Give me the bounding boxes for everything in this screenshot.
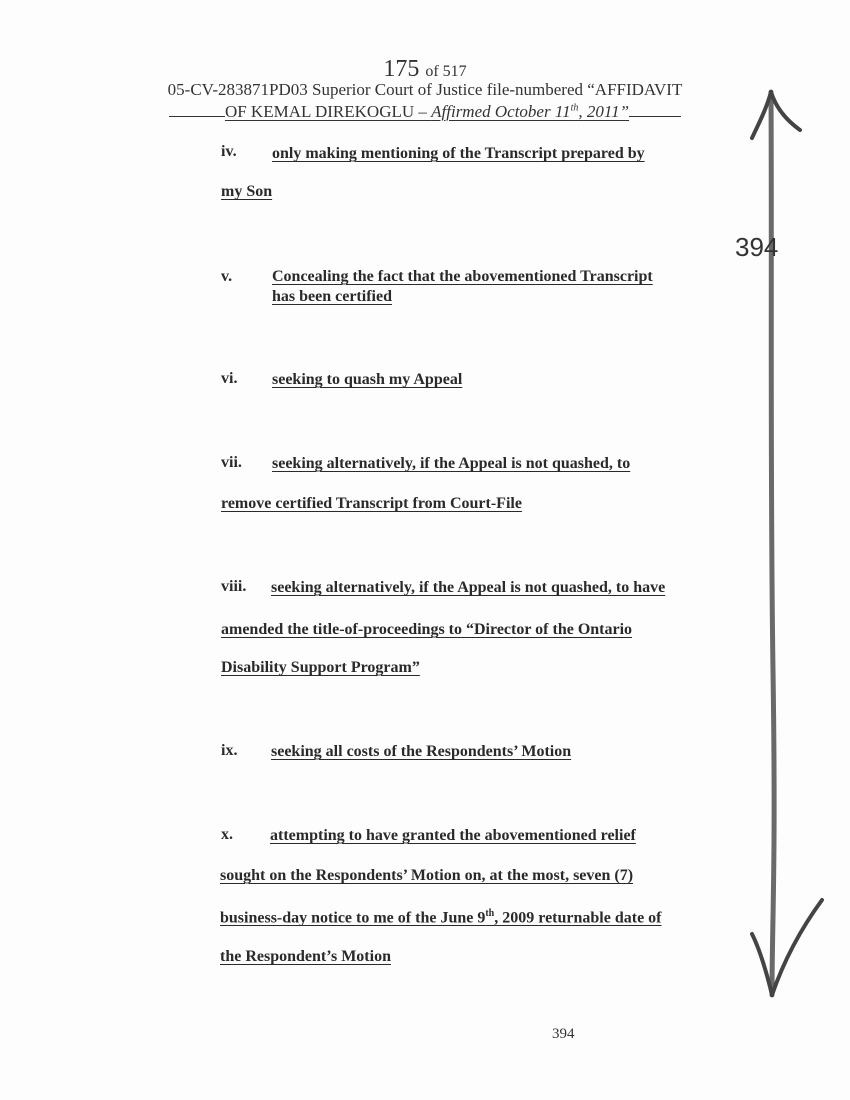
item-x-line-3-end: , 2009 returnable date of (494, 909, 662, 927)
item-vi-numeral: vi. (221, 370, 238, 387)
item-viii-line-1: seeking alternatively, if the Appeal is not quashed, to have (271, 579, 666, 596)
item-viii-line-2: amended the title-of-proceedings to “Director of the Ontario (221, 621, 633, 638)
item-v-line-1: Concealing the fact that the abovementioned Transcript (272, 268, 653, 285)
item-viii-numeral: viii. (221, 578, 247, 595)
item-x-line-3 (220, 908, 662, 927)
header-page-number: 175 (383, 56, 420, 82)
header-line-2 (0, 100, 850, 122)
item-x-numeral: x. (221, 826, 233, 843)
header-blank-left (169, 100, 225, 117)
item-x-line-1: attempting to have granted the abovementioned relief (270, 827, 636, 844)
header-affirmed-sup: th (570, 102, 579, 114)
footer-page-number: 394 (552, 1026, 575, 1042)
item-iv-line-1: only making mentioning of the Transcript prepared by (272, 145, 645, 162)
item-v-line-2: has been certified (272, 288, 392, 305)
item-iv-numeral: iv. (221, 143, 237, 160)
item-viii-line-3: Disability Support Program” (221, 659, 420, 676)
header-affirmed-end: , 2011” (578, 102, 630, 121)
item-vii-numeral: vii. (221, 454, 242, 471)
double-arrow-icon (730, 70, 840, 1010)
header-blank-right (629, 100, 681, 117)
item-v-numeral: v. (221, 268, 233, 285)
header-line-1: 05-CV-283871PD03 Superior Court of Justice file-numbered “AFFIDAVIT (167, 80, 683, 99)
item-vi-line-1: seeking to quash my Appeal (272, 371, 463, 388)
header-line-2-prefix: OF KEMAL DIREKOGLU – (224, 102, 432, 121)
header-line-2-text (225, 102, 629, 121)
header-page-total: of 517 (425, 63, 467, 80)
item-x-line-3-sup: th (485, 908, 495, 919)
header-page-counter (0, 56, 850, 83)
item-vii-line-1: seeking alternatively, if the Appeal is not quashed, to (272, 455, 631, 472)
item-ix-numeral: ix. (221, 742, 238, 759)
item-iv-line-2: my Son (221, 183, 273, 200)
margin-page-number: 394 (735, 232, 779, 262)
item-vii-line-2: remove certified Transcript from Court-File (221, 495, 522, 512)
item-ix-line-1: seeking all costs of the Respondents’ Motion (271, 743, 572, 760)
item-x-line-2: sought on the Respondents’ Motion on, at the most, seven (7) (220, 867, 634, 884)
header-affirmed-text: Affirmed October 11 (431, 102, 571, 121)
item-x-line-4: the Respondent’s Motion (220, 948, 391, 965)
header-affirmed-date (431, 102, 629, 121)
item-x-line-3-text: business-day notice to me of the June 9 (220, 909, 486, 927)
